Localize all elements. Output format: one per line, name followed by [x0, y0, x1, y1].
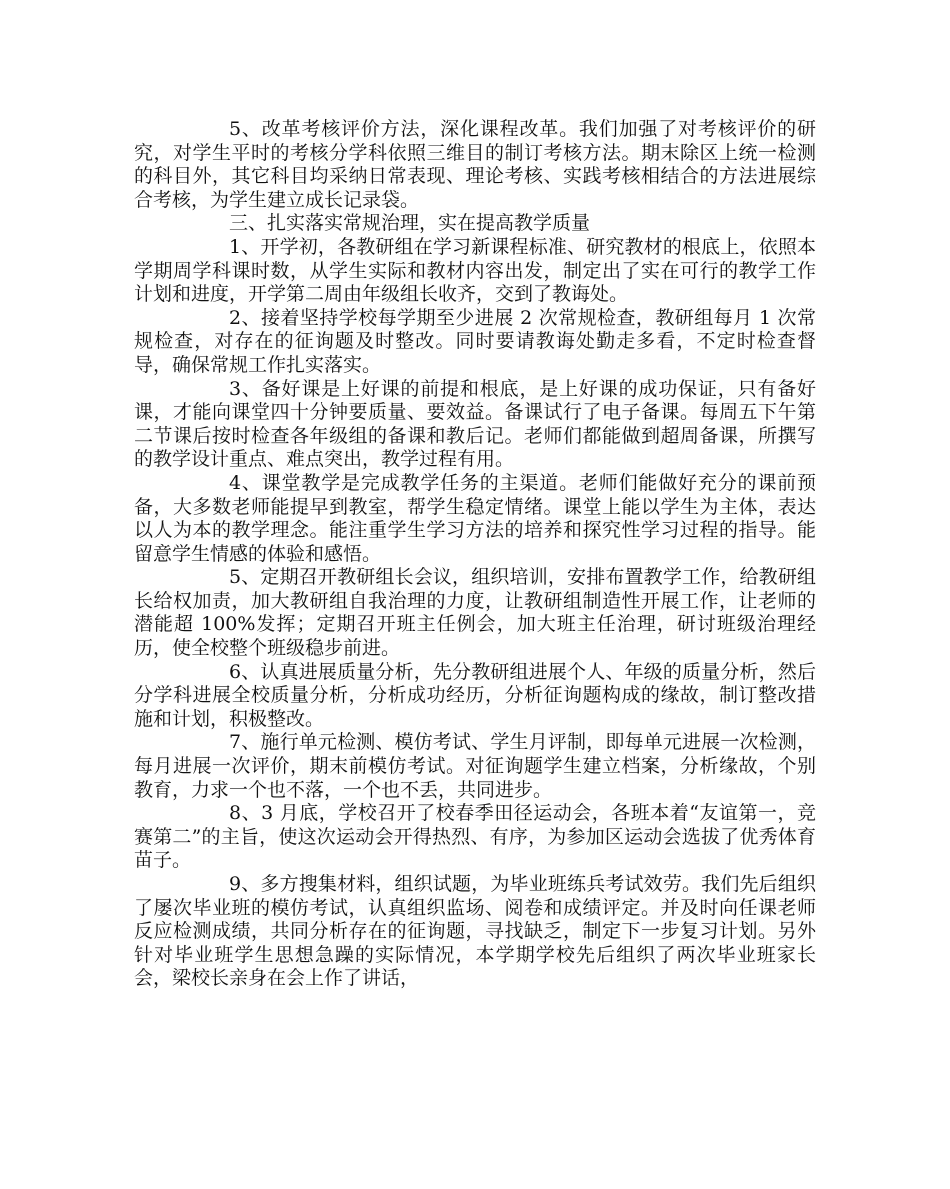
paragraph-item-3: 3、备好课是上好课的前提和根底，是上好课的成功保证，只有备好课，才能向课堂四十分钟要质量、要效益。备课试行了电子备课。每周五下午第二节课后按时检查各年级组的备课和教后记。老师们都能做到超周备课，所撰写的教学设计重点、难点突出，教学过程有用。	[134, 377, 816, 471]
paragraph-item-8: 8、3 月底，学校召开了校春季田径运动会，各班本着“友谊第一，竞赛第二”的主旨，使这次运动会开得热烈、有序，为参加区运动会选拔了优秀体育苗子。	[134, 802, 816, 872]
paragraph-item-2: 2、接着坚持学校每学期至少进展 2 次常规检查，教研组每月 1 次常规检查，对存在的征询题及时整改。同时要请教诲处勤走多看，不定时检查督导，确保常规工作扎实落实。	[134, 306, 816, 376]
paragraph-item-9: 9、多方搜集材料，组织试题，为毕业班练兵考试效劳。我们先后组织了屡次毕业班的模仿考试，认真组织监场、阅卷和成绩评定。并及时向任课老师反应检测成绩，共同分析存在的征询题，寻找缺乏，制定下一步复习计划。另外针对毕业班学生思想急躁的实际情况，本学期学校先后组织了两次毕业班家长会，梁校长亲身在会上作了讲话，	[134, 873, 816, 990]
section-heading-routine-management: 三、扎实落实常规治理，实在提高教学质量	[229, 212, 591, 235]
paragraph-item-1: 1、开学初，各教研组在学习新课程标准、研究教材的根底上，依照本学期周学科课时数，从学生实际和教材内容出发，制定出了实在可行的教学工作计划和进度，开学第二周由年级组长收齐，交到了教诲处。	[134, 235, 816, 306]
paragraph-item-7: 7、施行单元检测、模仿考试、学生月评制，即每单元进展一次检测，每月进展一次评价，期末前模仿考试。对征询题学生建立档案，分析缘故，个别教育，力求一个也不落，一个也不丢，共同进步。	[134, 731, 816, 801]
paragraph-assessment-reform: 5、改革考核评价方法，深化课程改革。我们加强了对考核评价的研究，对学生平时的考核分学科依照三维目的制订考核方法。期末除区上统一检测的科目外，其它科目均采纳日常表现、理论考核、实践考核相结合的方法进展综合考核，为学生建立成长记录袋。	[134, 118, 816, 211]
document-body	[134, 118, 816, 991]
paragraph-item-6: 6、认真进展质量分析，先分教研组进展个人、年级的质量分析，然后分学科进展全校质量分析，分析成功经历，分析征询题构成的缘故，制订整改措施和计划，积极整改。	[134, 660, 816, 730]
paragraph-item-4: 4、课堂教学是完成教学任务的主渠道。老师们能做好充分的课前预备，大多数老师能提早到教室，帮学生稳定情绪。课堂上能以学生为主体，表达以人为本的教学理念。能注重学生学习方法的培养和探究性学习过程的指导。能留意学生情感的体验和感悟。	[134, 471, 816, 565]
paragraph-item-5: 5、定期召开教研组长会议，组织培训，安排布置教学工作，给教研组长给权加责，加大教研组自我治理的力度，让教研组制造性开展工作，让老师的潜能超 100%发挥；定期召开班主任例会，加大班主任治理，研讨班级治理经历，使全校整个班级稳步前进。	[134, 566, 816, 660]
